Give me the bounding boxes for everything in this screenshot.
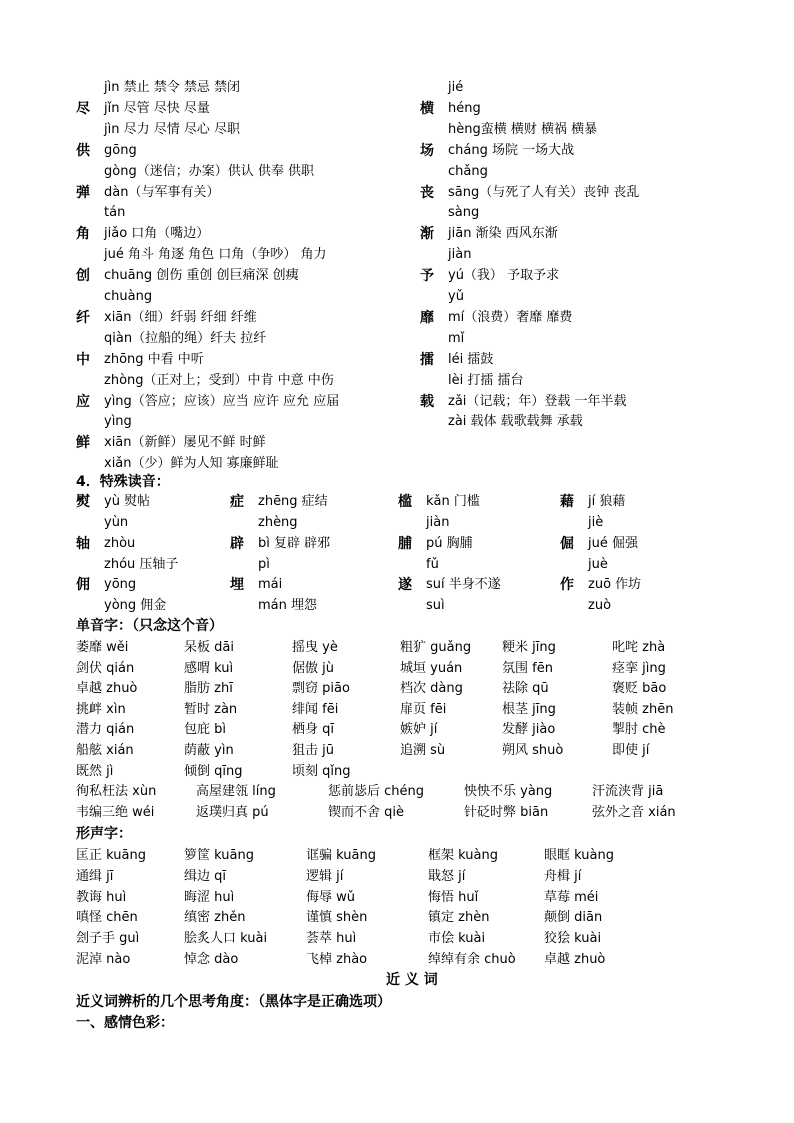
poly-reading: jìn 禁止 禁令 禁忌 禁闭 <box>104 80 240 95</box>
poly-char: 弹 <box>76 184 90 201</box>
poly-reading: jǐn 尽管 尽快 尽量 <box>104 100 210 116</box>
word-item: 狙击 jū <box>292 743 334 758</box>
word-item: 悔悟 huǐ <box>428 889 479 905</box>
special-char: 症 <box>230 494 244 510</box>
section-heading: 4．特殊读音： <box>76 474 170 490</box>
word-item: 绯闻 fēi <box>292 701 339 717</box>
word-item: 狡狯 kuài <box>544 931 602 947</box>
poly-reading: chuàng <box>104 289 153 304</box>
word-item: 粗犷 guǎng <box>400 640 472 655</box>
word-item: 草莓 méi <box>544 889 599 905</box>
word-item: 悼念 dào <box>184 952 239 967</box>
word-item: 潜力 qián <box>76 722 135 738</box>
special-reading: zhèng <box>258 515 298 530</box>
word-item: 高屋建瓴 líng <box>196 784 276 800</box>
word-item: 暂时 zàn <box>184 701 238 717</box>
special-reading: yōng <box>104 577 137 592</box>
word-item: 挑衅 xìn <box>76 701 126 717</box>
word-item: 箩筐 kuāng <box>184 848 254 863</box>
poly-reading: qiàn（拉船的绳）纤夫 拉纤 <box>104 330 267 346</box>
word-item: 剽窃 piāo <box>292 681 350 697</box>
word-item: 汗流浃背 jiā <box>592 784 664 800</box>
special-reading: yù 熨帖 <box>104 494 151 509</box>
word-item: 即使 jí <box>612 743 650 758</box>
poly-reading: hèng蛮横 横财 横祸 横暴 <box>448 121 598 137</box>
special-reading: zhēng 症结 <box>258 494 328 509</box>
special-reading: suì <box>426 598 445 613</box>
poly-char: 靡 <box>420 309 434 326</box>
poly-char: 创 <box>76 268 90 285</box>
special-char: 倔 <box>560 535 574 552</box>
word-item: 舟楫 jí <box>544 868 582 884</box>
special-reading: mái <box>258 577 283 592</box>
word-item: 框架 kuàng <box>428 848 498 863</box>
poly-char: 渐 <box>420 226 434 243</box>
poly-reading: tán <box>104 205 126 221</box>
poly-reading: mí（浪费）奢靡 靡费 <box>448 309 573 325</box>
word-item: 既然 jì <box>76 763 114 779</box>
word-item: 脂肪 zhī <box>184 681 233 697</box>
word-item: 卓越 zhuò <box>544 952 606 967</box>
poly-reading: léi 擂鼓 <box>448 351 494 367</box>
poly-char: 载 <box>420 393 434 410</box>
poly-char: 应 <box>76 393 90 410</box>
poly-reading: xiān（新鲜）屡见不鲜 时鲜 <box>104 435 266 451</box>
special-reading: bì 复辟 辟邪 <box>258 535 331 551</box>
word-item: 根茎 jīng <box>502 701 556 717</box>
special-reading: jiè <box>588 515 604 530</box>
word-item: 氛围 fēn <box>502 660 553 676</box>
poly-reading: mǐ <box>448 330 465 346</box>
word-item: 卓越 zhuò <box>76 681 138 697</box>
section-heading: 单音字：（只念这个音） <box>76 618 223 634</box>
poly-reading: dàn（与军事有关） <box>104 184 220 200</box>
special-reading: yùn <box>104 515 129 530</box>
poly-char: 擂 <box>420 351 434 368</box>
word-item: 掣肘 chè <box>612 722 666 738</box>
word-item: 嫉妒 jí <box>400 722 438 738</box>
poly-char: 角 <box>76 226 90 243</box>
word-item: 逻辑 jí <box>306 868 344 884</box>
poly-reading: cháng 场院 一场大战 <box>448 142 575 158</box>
special-char: 槛 <box>398 494 412 510</box>
word-item: 徇私枉法 xùn <box>76 784 157 800</box>
poly-reading: jiàn <box>448 247 472 263</box>
poly-reading: jié <box>448 80 464 95</box>
poly-reading: zài 载体 载歌载舞 承载 <box>448 414 583 430</box>
subtitle: 近义词辨析的几个思考角度：（黑体字是正确选项） <box>76 994 391 1010</box>
word-item: 侮辱 wǔ <box>306 889 356 905</box>
special-char: 藉 <box>560 494 574 510</box>
poly-reading: xiān（细）纤弱 纤细 纤维 <box>104 309 257 325</box>
word-item: 粳米 jīng <box>502 640 556 655</box>
poly-reading: yú（我） 予取予求 <box>448 268 560 284</box>
section-heading: 形声字： <box>76 826 132 842</box>
word-item: 船舷 xián <box>76 743 134 758</box>
special-reading: zhòu <box>104 535 136 551</box>
word-item: 眼眶 kuàng <box>544 848 614 863</box>
poly-char: 鲜 <box>76 435 90 452</box>
word-item: 飞棹 zhào <box>306 952 368 967</box>
poly-reading: jiān 渐染 西风东渐 <box>448 226 558 242</box>
poly-reading: jué 角斗 角逐 角色 口角（争吵） 角力 <box>104 247 327 263</box>
poly-reading: zǎi（记载；年）登载 一年半载 <box>448 393 627 409</box>
word-item: 扉页 fēi <box>400 701 447 717</box>
word-item: 脍炙人口 kuài <box>184 931 268 947</box>
word-item: 发酵 jiào <box>502 722 556 738</box>
special-reading: jiàn <box>426 515 450 530</box>
word-item: 针砭时弊 biān <box>464 804 549 820</box>
word-item: 顷刻 qǐng <box>292 763 351 779</box>
special-reading: mán 埋怨 <box>258 598 318 613</box>
word-item: 缜密 zhěn <box>184 910 246 926</box>
poly-char: 供 <box>76 142 90 159</box>
special-reading: zhóu 压轴子 <box>104 556 179 572</box>
special-reading: juè <box>588 556 608 572</box>
word-item: 装帧 zhēn <box>612 701 674 717</box>
word-item: 镇定 zhèn <box>428 910 490 926</box>
special-reading: pì <box>258 556 270 572</box>
poly-reading: jiǎo 口角（嘴边） <box>104 226 210 242</box>
word-item: 叱咤 zhà <box>612 640 666 655</box>
word-item: 晦涩 huì <box>184 889 235 905</box>
word-item: 弦外之音 xián <box>592 804 676 820</box>
special-reading: yòng 佣金 <box>104 598 167 613</box>
special-char: 轴 <box>76 535 90 552</box>
poly-reading: chǎng <box>448 163 488 179</box>
poly-char: 予 <box>420 268 434 285</box>
special-char: 辟 <box>230 535 244 552</box>
word-item: 诓骗 kuāng <box>306 848 376 863</box>
word-item: 通缉 jī <box>76 868 114 884</box>
word-item: 剑伏 qián <box>76 660 135 676</box>
word-item: 包庇 bì <box>184 722 226 738</box>
special-reading: zuò <box>588 598 612 613</box>
special-reading: kǎn 门槛 <box>426 494 480 509</box>
word-item: 绰绰有余 chuò <box>428 952 516 967</box>
word-item: 颠倒 diān <box>544 910 603 926</box>
heading: 一、感情色彩： <box>76 1015 174 1031</box>
special-reading: suí 半身不遂 <box>426 577 501 592</box>
word-item: 怏怏不乐 yàng <box>464 784 553 800</box>
poly-char: 横 <box>420 100 434 117</box>
section-title: 近 义 词 <box>386 972 438 988</box>
special-reading: pú 胸脯 <box>426 535 473 551</box>
word-item: 刽子手 guì <box>76 931 140 947</box>
word-item: 褒贬 bāo <box>612 681 667 697</box>
poly-reading: lèi 打擂 擂台 <box>448 372 524 388</box>
poly-reading: yìng <box>104 414 132 430</box>
poly-reading: yǔ <box>448 289 464 304</box>
word-item: 教诲 huì <box>76 889 127 905</box>
word-item: 追溯 sù <box>400 743 446 758</box>
word-item: 锲而不舍 qiè <box>328 804 404 820</box>
word-item: 缉边 qī <box>184 868 226 884</box>
poly-reading: yìng（答应；应该）应当 应许 应允 应届 <box>104 393 340 409</box>
special-char: 熨 <box>76 494 90 510</box>
word-item: 痉挛 jìng <box>612 660 666 676</box>
word-item: 匡正 kuāng <box>76 848 146 863</box>
word-item: 栖身 qī <box>292 722 334 738</box>
poly-reading: jìn 尽力 尽情 尽心 尽职 <box>104 121 240 137</box>
word-item: 萎靡 wěi <box>76 640 129 655</box>
special-reading: fǔ <box>426 556 439 572</box>
word-item: 摇曳 yè <box>292 640 338 655</box>
word-item: 谨慎 shèn <box>306 910 368 926</box>
poly-char: 尽 <box>76 100 90 117</box>
word-item: 韦编三绝 wéi <box>76 804 155 820</box>
special-reading: jué 倔强 <box>588 535 638 551</box>
poly-reading: zhōng 中看 中听 <box>104 351 204 367</box>
word-item: 祛除 qū <box>502 681 549 697</box>
poly-reading: gōng <box>104 142 137 158</box>
word-item: 倨傲 jù <box>292 660 334 676</box>
poly-char: 纤 <box>76 309 90 326</box>
poly-reading: sàng <box>448 205 480 221</box>
word-item: 城垣 yuán <box>400 660 463 676</box>
special-reading: jí 狼藉 <box>588 494 626 509</box>
special-char: 佣 <box>76 577 90 593</box>
word-item: 荫蔽 yìn <box>184 743 234 758</box>
poly-char: 中 <box>76 351 90 368</box>
special-char: 埋 <box>230 577 244 593</box>
word-item: 惩前毖后 chéng <box>328 784 425 800</box>
poly-reading: héng <box>448 100 481 116</box>
special-char: 遂 <box>398 577 412 593</box>
poly-reading: gòng（迷信；办案）供认 供奉 供职 <box>104 163 314 179</box>
word-item: 呆板 dāi <box>184 640 234 655</box>
word-item: 朔风 shuò <box>502 743 564 758</box>
word-item: 戢怒 jí <box>428 868 466 884</box>
word-item: 嗔怪 chēn <box>76 910 138 926</box>
word-item: 市侩 kuài <box>428 931 486 947</box>
poly-reading: zhòng（正对上；受到）中肯 中意 中伤 <box>104 372 334 388</box>
poly-char: 丧 <box>420 184 434 201</box>
word-item: 返璞归真 pú <box>196 804 269 820</box>
special-char: 作 <box>560 577 574 593</box>
poly-char: 场 <box>420 142 434 159</box>
word-item: 荟萃 huì <box>306 931 357 947</box>
special-char: 脯 <box>398 535 412 552</box>
poly-reading: sāng（与死了人有关）丧钟 丧乱 <box>448 184 640 200</box>
poly-reading: chuāng 创伤 重创 创巨痛深 创痍 <box>104 268 299 284</box>
poly-reading: xiǎn（少）鲜为人知 寡廉鲜耻 <box>104 456 279 472</box>
word-item: 感喟 kuì <box>184 660 234 676</box>
special-reading: zuō 作坊 <box>588 577 642 592</box>
word-item: 档次 dàng <box>400 681 463 697</box>
word-item: 泥淖 nào <box>76 952 131 967</box>
word-item: 倾倒 qīng <box>184 763 243 779</box>
